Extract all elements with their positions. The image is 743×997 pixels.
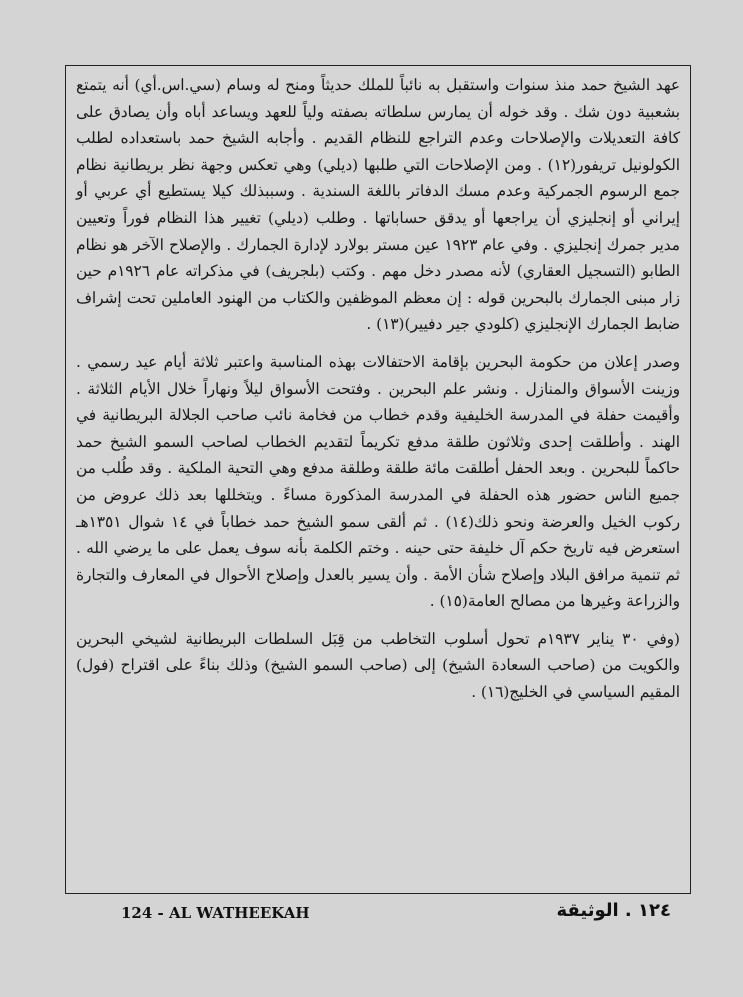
paragraph-1: عهد الشيخ حمد منذ سنوات واستقبل به نائباً للملك حديثاً ومنح له وسام (سي.اس.أي) أنه يتمتع بشعبية دون شك . وقد خوله أن يمارس سلطاته بصفته ولياً للعهد ويساعد أباه وأن يصادق على كافة التعديلات والإصلاحات وعدم التراجع للنظام القديم . وأجابه الشيخ حمد باستعداده لطلب الكولونيل تريفور(١٢) . ومن الإصلاحات التي طلبها (ديلي) وهي تعكس وجهة نظر بريطانية نظام جمع الرسوم الجمركية وعدم مسك الدفاتر باللغة السندية . وسببذلك كيلا يستطيع أي عربي أو إيراني أو إنجليزي أن يراجعها أو يدقق حساباتها . وطلب (ديلي) تغيير هذا النظام فوراً وتعيين مدير جمرك إنجليزي . وفي عام ١٩٢٣ عين مستر بولارد لإدارة الجمارك . والإصلاح الآخر هو نظام الطابو (التسجيل العقاري) لأنه مصدر دخل مهم . وكتب (بلجريف) في مذكراته عام ١٩٢٦م حين زار مبنى الجمارك بالبحرين قوله : إن معظم الموظفين والكتاب من الهنود العاملين تحت إشراف ضابط الجمارك الإنجليزي (كلودي جير دفيير)(١٣) . xyxy=(76,76,680,334)
article-body xyxy=(76,72,680,706)
paragraph-3: (وفي ٣٠ يناير ١٩٣٧م تحول أسلوب التخاطب من قِبَل السلطات البريطانية لشيخي البحرين والكويت من (صاحب السعادة الشيخ) إلى (صاحب السمو الشيخ) وذلك بناءً على اقتراح (فول) المقيم السياسي في الخليج(١٦) . xyxy=(76,629,681,702)
paragraph-2: وصدر إعلان من حكومة البحرين بإقامة الاحتفالات بهذه المناسبة واعتبر ثلاثة أيام عيد رسمي . وزينت الأسواق والمنازل . ونشر علم البحرين . وفتحت الأسواق ليلاً ونهاراً خلال الأيام الثلاثة . وأقيمت حفلة في المدرسة الخليفية وقدم خطاب من فخامة نائب صاحب الجلالة البريطانية في الهند . وأطلقت إحدى وثلاثون طلقة مدفع تكريماً لتقديم الخطاب لصاحب السمو الشيخ حمد حاكماً للبحرين . وبعد الحفل أطلقت مائة طلقة وطلقة مدفع وهي التحية الملكية . وقد طُلب من جميع الناس حضور هذه الحفلة في المدرسة المذكورة مساءً . ويتخللها بعد ذلك عروض من ركوب الخيل والعرضة ونحو ذلك(١٤) . ثم ألقى سمو الشيخ حمد خطاباً في ١٤ شوال ١٣٥١هـ استعرض فيه تاريخ حكم آل خليفة حتى حينه . وختم الكلمة بأنه سوف يعمل على ما يرضي الله . ثم تنمية مرافق البلاد وإصلاح شأن الأمة . وأن يسير بالعدل وإصلاح الأحوال في المعارف والتجارة والزراعة وغيرها من مصالح العامة(١٥) . xyxy=(76,352,680,611)
page-footer-latin: 124 - AL WATHEEKAH xyxy=(121,904,310,922)
page-footer-arabic: ١٢٤ . الوثيقة xyxy=(556,900,671,921)
text-frame xyxy=(65,65,691,894)
